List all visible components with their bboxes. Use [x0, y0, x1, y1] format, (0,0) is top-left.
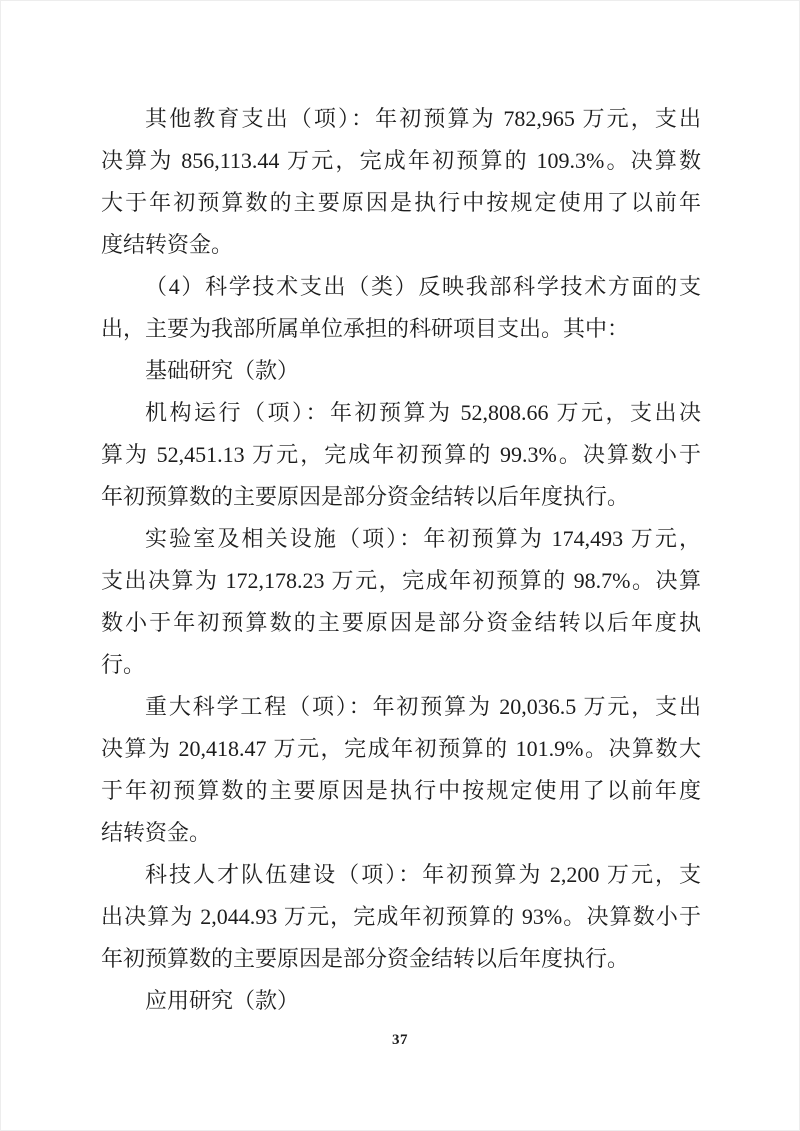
para-science-talent-team-line: 年初预算数的主要原因是部分资金结转以后年度执行。: [101, 946, 630, 971]
page-number: 37: [392, 1032, 408, 1048]
para-basic-research-heading-line: 基础研究（款）: [145, 358, 300, 383]
para-laboratory-facilities-line: 行。: [101, 652, 146, 677]
para-science-technology-expenditure-intro-line: （4）科学技术支出（类）反映我部科学技术方面的支: [145, 274, 701, 299]
para-major-science-project-line: 结转资金。: [101, 820, 212, 845]
para-institution-operation-line: 年初预算数的主要原因是部分资金结转以后年度执行。: [101, 484, 630, 509]
page-footer: [1, 1029, 799, 1051]
para-other-education-expenditure-line: 大于年初预算数的主要原因是执行中按规定使用了以前年: [101, 190, 701, 215]
document-body: [101, 98, 701, 1022]
para-applied-research-heading-line: 应用研究（款）: [145, 988, 300, 1013]
para-major-science-project-line: 于年初预算数的主要原因是执行中按规定使用了以前年度: [101, 778, 701, 803]
para-major-science-project-line: 决算为 20,418.47 万元，完成年初预算的 101.9%。决算数大: [101, 736, 701, 761]
para-other-education-expenditure-line: 决算为 856,113.44 万元，完成年初预算的 109.3%。决算数: [101, 148, 701, 173]
para-institution-operation-line: 机构运行（项）：年初预算为 52,808.66 万元，支出决: [145, 400, 701, 425]
para-laboratory-facilities-line: 支出决算为 172,178.23 万元，完成年初预算的 98.7%。决算: [101, 568, 701, 593]
para-science-talent-team-line: 科技人才队伍建设（项）：年初预算为 2,200 万元，支: [145, 862, 701, 887]
para-major-science-project-line: 重大科学工程（项）：年初预算为 20,036.5 万元，支出: [145, 694, 701, 719]
para-other-education-expenditure-line: 其他教育支出（项）：年初预算为 782,965 万元，支出: [145, 106, 701, 131]
para-other-education-expenditure-line: 度结转资金。: [101, 232, 234, 257]
para-laboratory-facilities-line: 实验室及相关设施（项）：年初预算为 174,493 万元，: [145, 526, 701, 551]
para-science-technology-expenditure-intro-line: 出，主要为我部所属单位承担的科研项目支出。其中：: [101, 316, 630, 341]
para-science-talent-team-line: 出决算为 2,044.93 万元，完成年初预算的 93%。决算数小于: [101, 904, 701, 929]
para-laboratory-facilities-line: 数小于年初预算数的主要原因是部分资金结转以后年度执: [101, 610, 701, 635]
para-institution-operation-line: 算为 52,451.13 万元，完成年初预算的 99.3%。决算数小于: [101, 442, 701, 467]
